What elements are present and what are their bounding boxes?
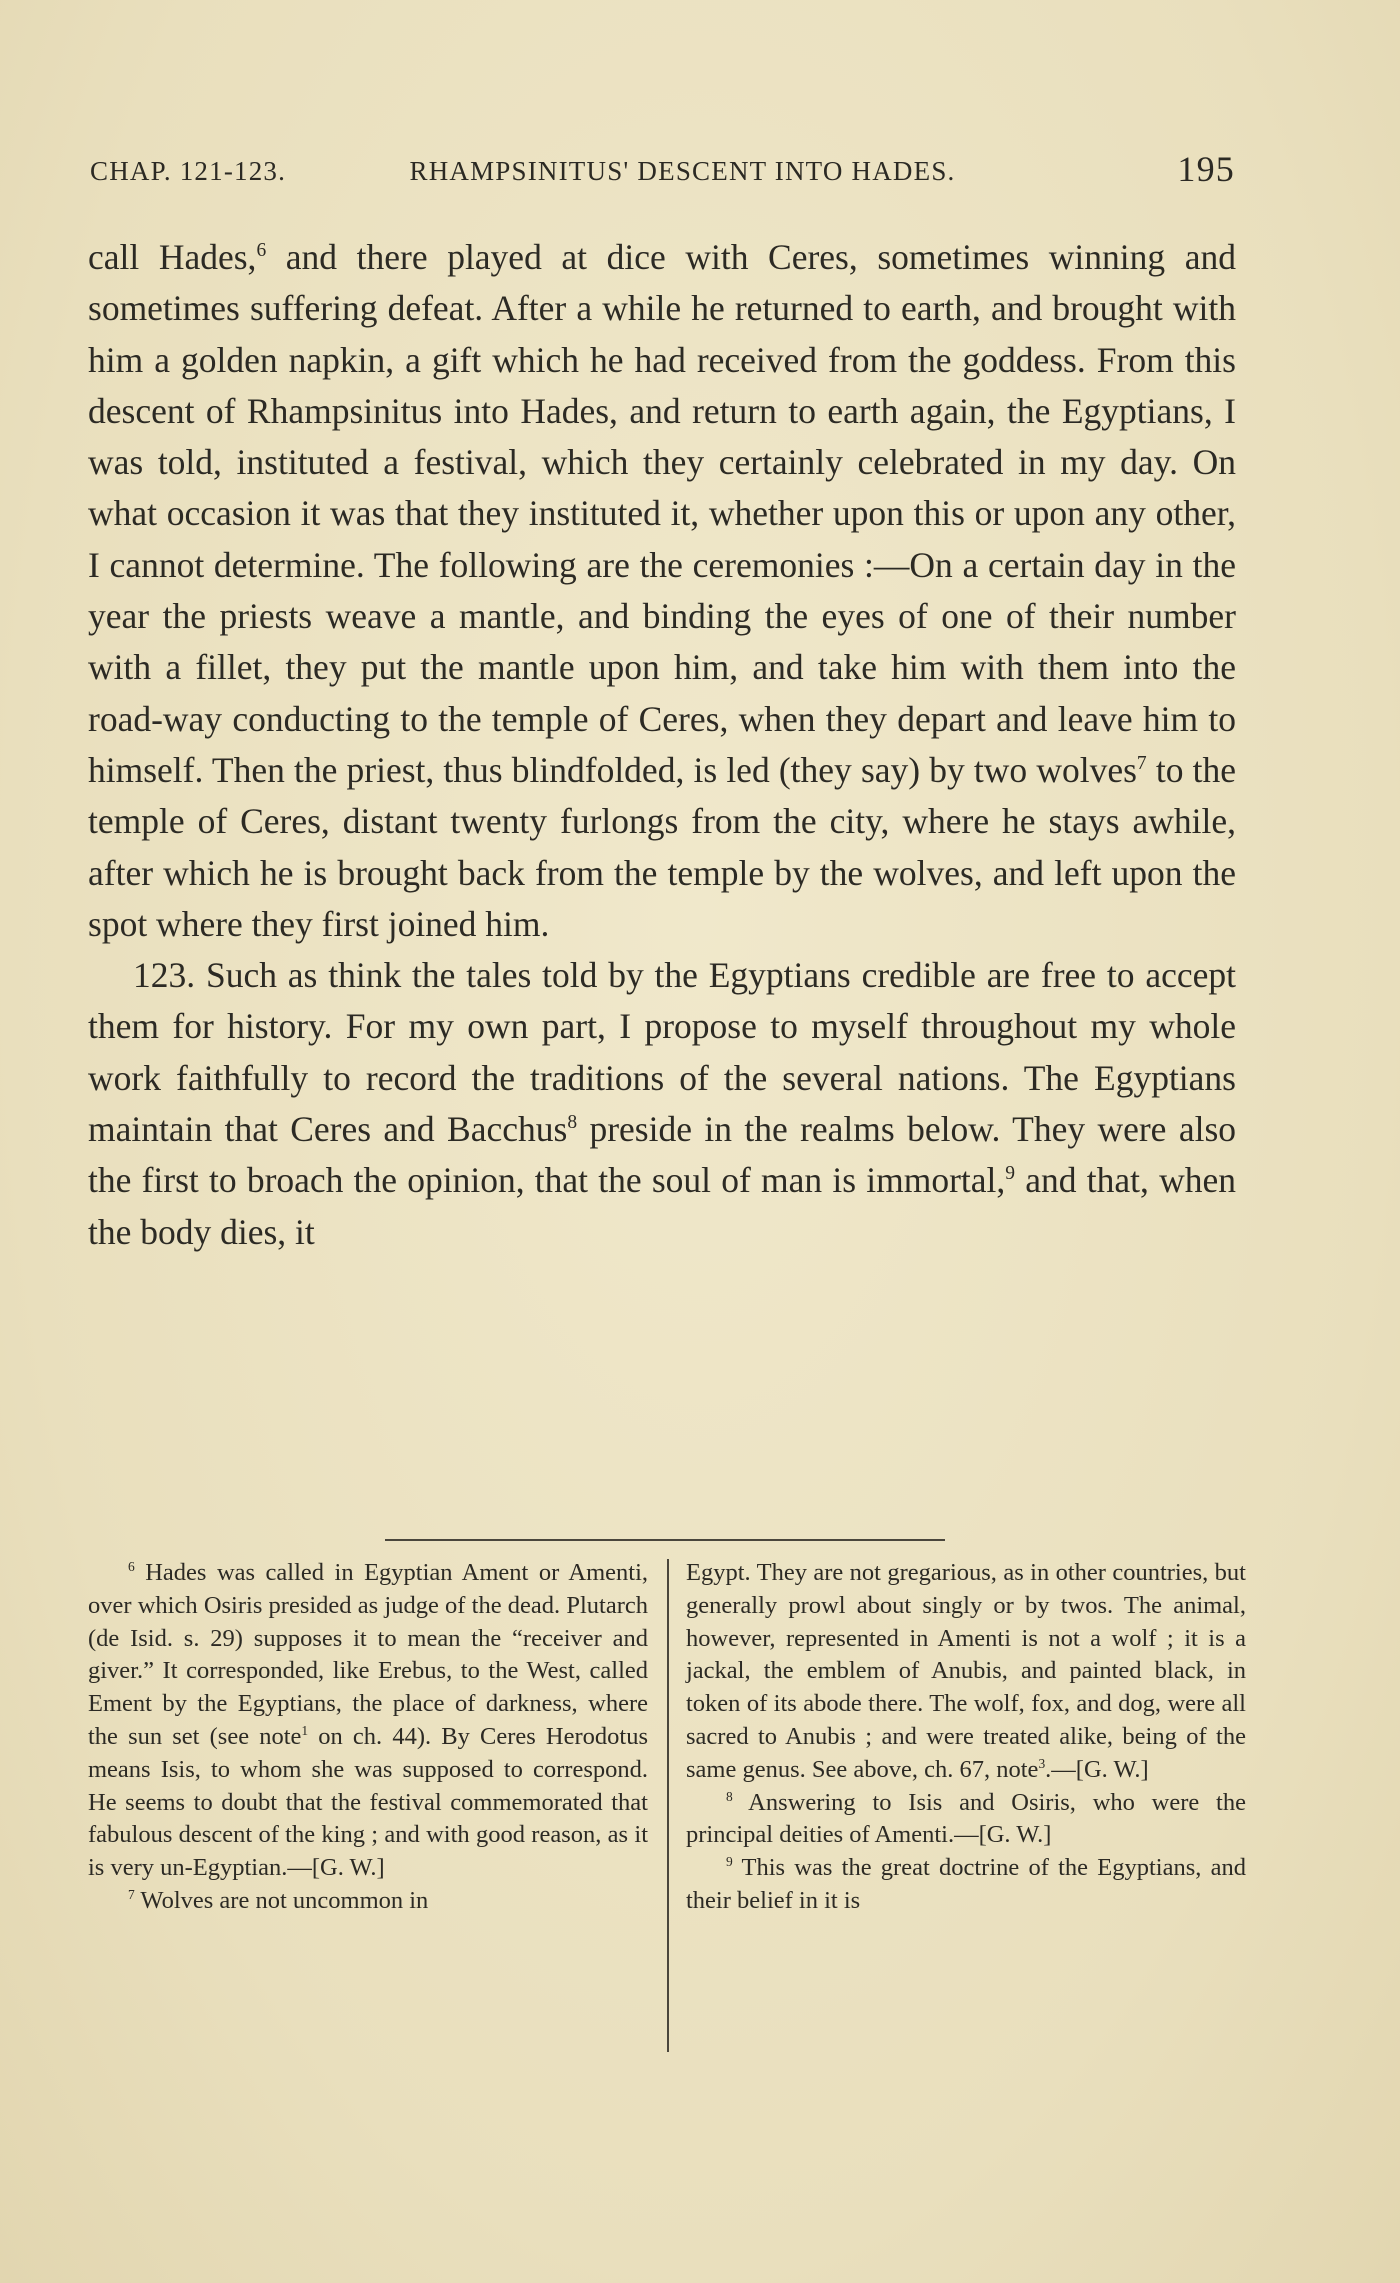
paragraph-continuation [88,232,1236,950]
footnote-text: Egypt. They are not gregarious, as in other countries, but generally prowl about singly or by twos. The animal, however, represented in Amenti is not a wolf ; it is a jackal, the emblem of Anubis, and painted black, in token of its abode there. The wolf, fox, and dog, were all sacred to Anubis ; and were treated alike, being of the same genus. See above, ch. 67, note [686,1559,1246,1783]
footnotes [88,1557,1246,2077]
footnote-number: 9 [726,1854,733,1870]
footnote-ref: 1 [301,1722,309,1738]
text-run: preside in the realms below. They were also the first to broach the opinion, that the soul of man is immortal, [88,1109,1237,1201]
footnote-text: Hades was called in Egyptian Ament or Amenti, over which Osiris presided as judge of the dead. Plutarch (de Isid. s. 29) supposes it to mean the “receiver and giver.” It corresponded, like Erebus, to the West, called Ement by the Egyptians, the place of darkness, where the sun set (see note [88,1559,648,1750]
footnote-7-continued [686,1557,1246,1787]
text-run: call Hades, [88,237,257,277]
text-run: to the temple of Ceres, distant twenty furlongs from the city, where he stays awhile, after which he is brought back from the temple by the wolves, and left upon the spot where they first joined him. [88,749,1236,944]
footnote-number: 8 [726,1788,733,1804]
footnote-text: This was the great doctrine of the Egyptians, and their belief in it is [686,1854,1246,1914]
footnote-number: 7 [128,1886,135,1902]
footnote-text: Answering to Isis and Osiris, who were the principal deities of Amenti.—[G. W.] [686,1788,1246,1849]
footnote-9 [686,1852,1246,1918]
running-header [90,148,1235,198]
text-run: and there played at dice with Ceres, sometimes winning and sometimes suffering defeat. After a while he returned to earth, and brought with him a golden napkin, a gift which he had received from the goddess. From this descent of Rhampsinitus into Hades, and return to earth again, the Egyptians, I was told, instituted a festival, which they certainly celebrated in my day. On what occasion it was that they instituted it, whether upon this or upon any other, I cannot determine. The following are the ceremonies :—On a certain day in the year the priests weave a mantle, and binding the eyes of one of their number with a fillet, they put the mantle upon him, and take him with them into the road-way conducting to the temple of Ceres, when they depart and leave him to himself. Then the priest, thus blindfolded, is led (they say) by two wolves [88,237,1236,790]
footnote-number: 6 [128,1558,135,1574]
footnote-rule [385,1539,945,1541]
text-run: 123. Such as think the tales told by the Egyptians credible are free to accept them for history. For my own part, I propose to myself throughout my whole work faithfully to record the traditions of the several nations. The Egyptians maintain that Ceres and Bacchus [88,955,1236,1150]
footnote-ref: 3 [1038,1755,1046,1771]
column-divider [667,1559,669,2052]
footnotes-right-column [686,1557,1246,1918]
footnote-marker-6: 6 [256,240,267,262]
footnote-marker-9: 9 [1005,1163,1016,1185]
text-run: and that, when the body dies, it [88,1160,1236,1252]
footnote-7 [88,1885,648,1918]
paragraph-123 [88,950,1236,1258]
footnote-text: Wolves are not uncommon in [134,1886,429,1914]
footnote-text: on ch. 44). By Ceres Herodotus means Isis, to whom she was supposed to correspond. He seems to doubt that the festival commemorated that fabulous descent of the king ; and with good reason, as it is very un-Egyptian.—[G. W.] [88,1722,648,1882]
page-number: 195 [1177,149,1235,189]
chapter-reference: CHAP. 121-123. [90,156,287,186]
main-text [88,232,1236,1258]
footnote-text: .—[G. W.] [1045,1755,1149,1783]
footnote-6 [88,1557,648,1885]
footnote-marker-7: 7 [1136,753,1147,775]
footnote-marker-8: 8 [567,1112,578,1134]
footnote-8 [686,1787,1246,1853]
running-title: RHAMPSINITUS' DESCENT INTO HADES. [409,156,956,186]
footnotes-left-column [88,1557,648,1918]
